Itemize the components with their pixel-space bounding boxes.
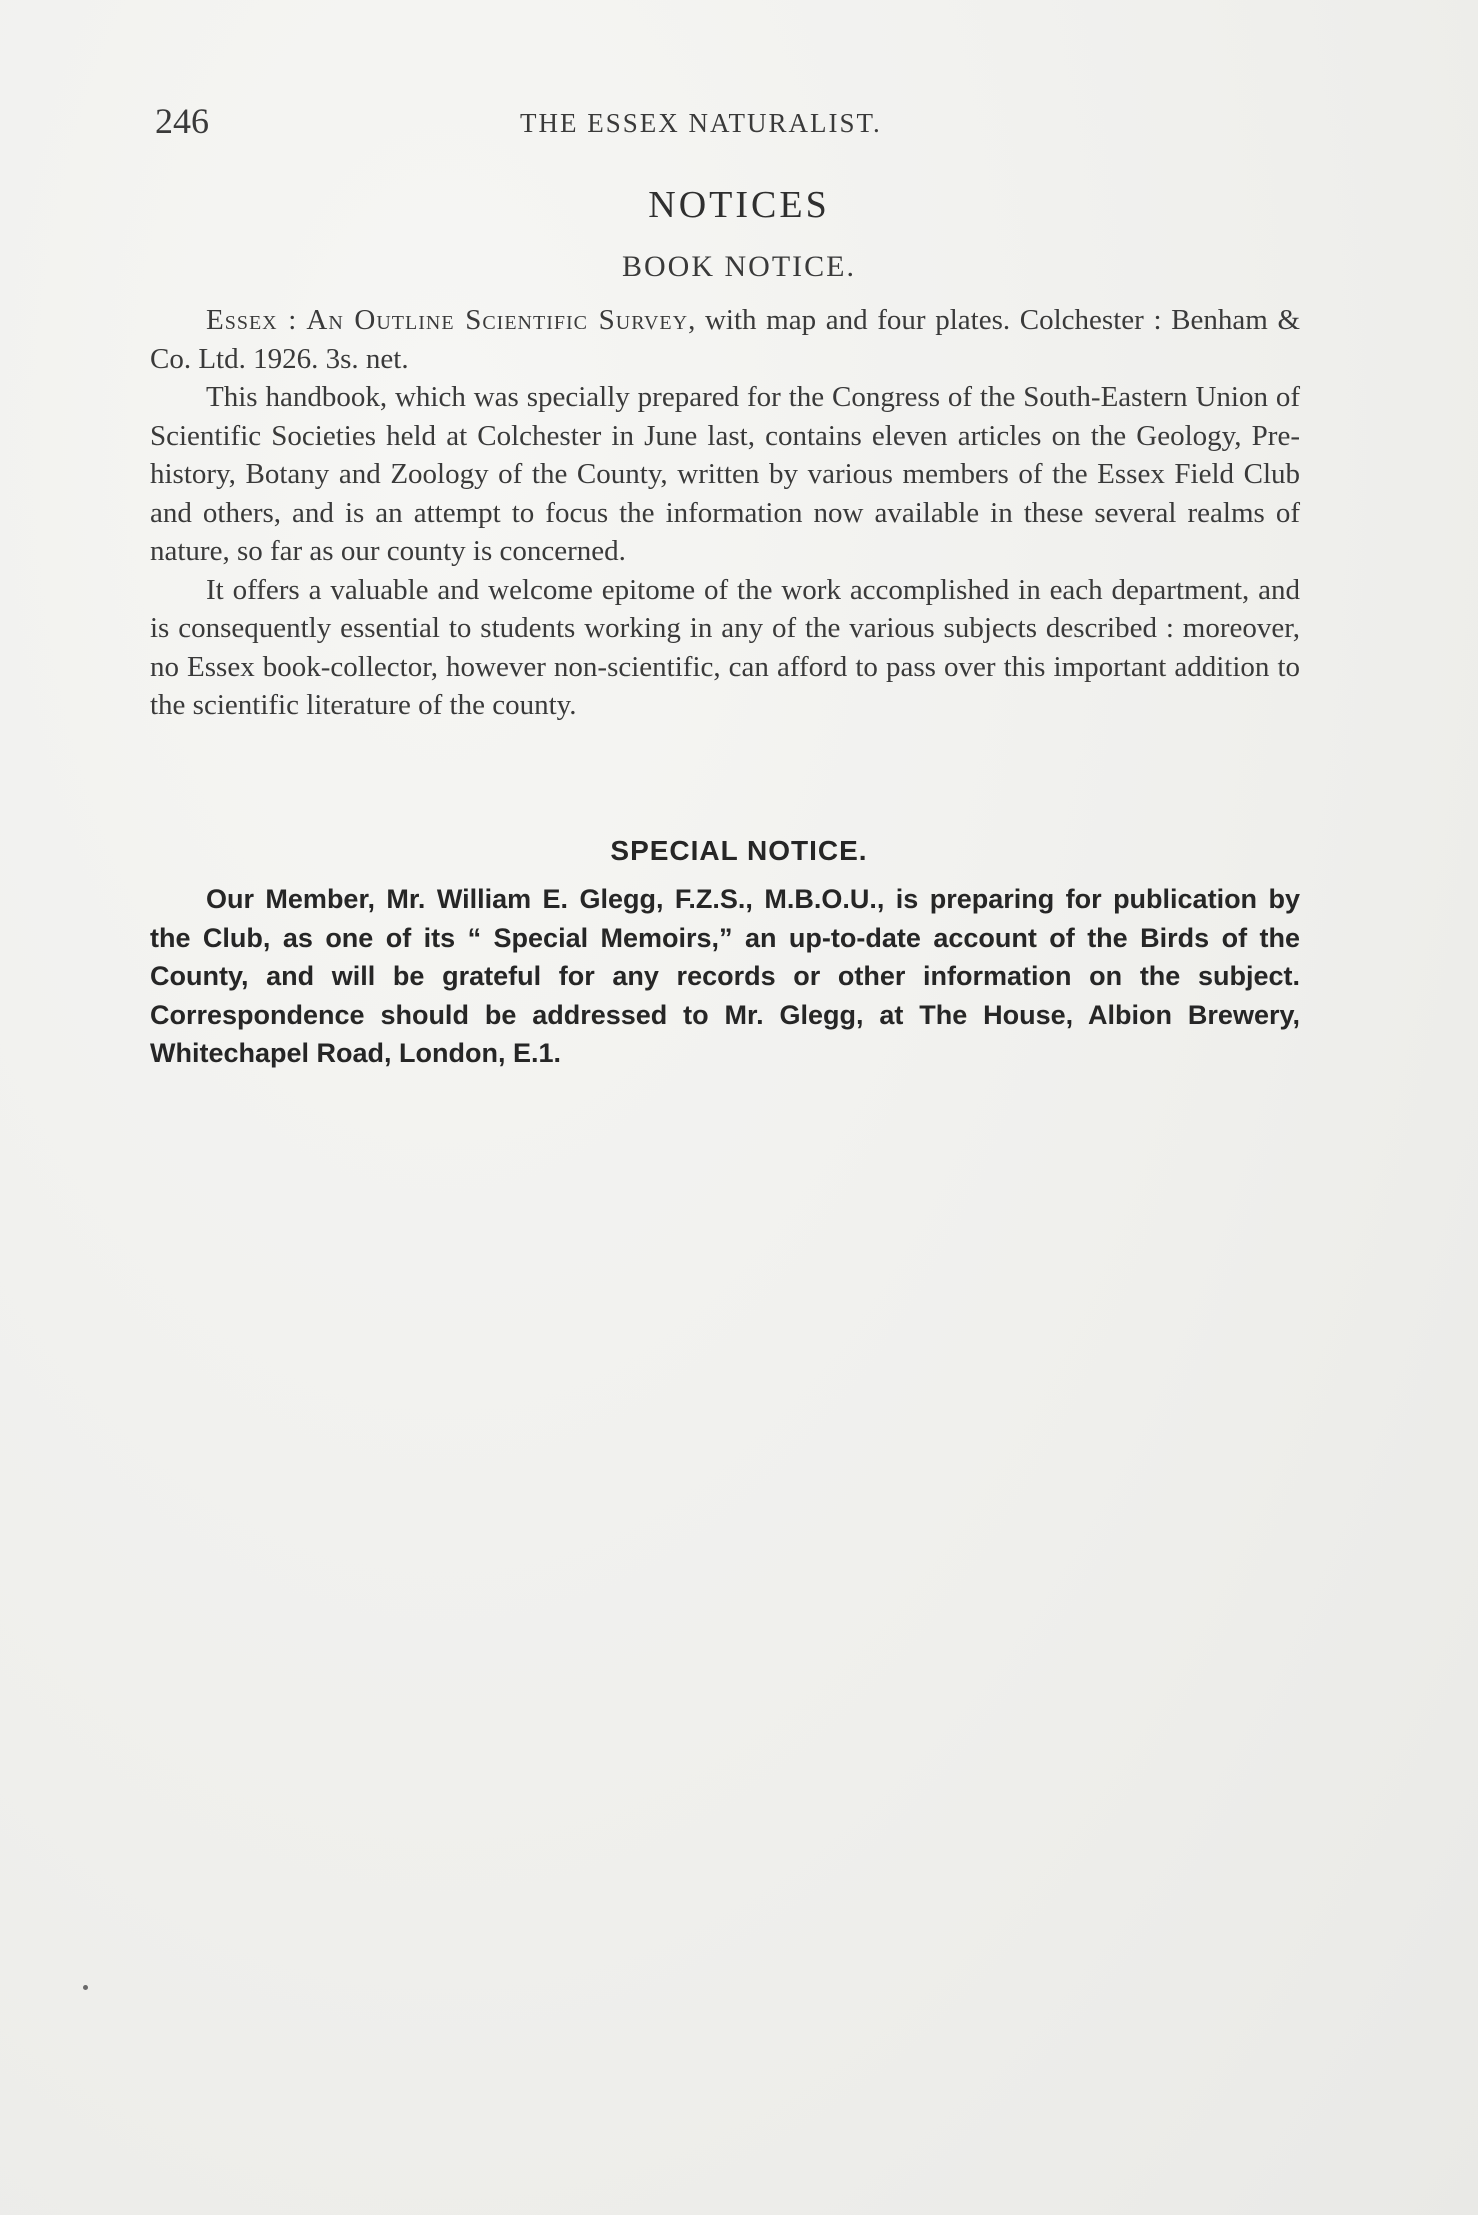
special-notice-paragraph: Our Member, Mr. William E. Glegg, F.Z.S., M.B.O.U., is preparing for publication by the Club, as one of its “ Special Memoirs,” an up-to-date account of the Birds of the County, and will be grateful for any records or other information on the subject. Correspondence should be addressed to Mr. Glegg, at The House, Albion Brewery, Whitechapel Road, London, E.1.: [150, 884, 1300, 1068]
book-citation-title: Essex : An Outline Scientific Survey: [206, 304, 689, 336]
running-title: THE ESSEX NATURALIST.: [520, 108, 882, 138]
book-notice-heading: BOOK NOTICE.: [622, 250, 856, 283]
special-notice-body: [150, 880, 1300, 1073]
book-notice-paragraph-2: It offers a valuable and welcome epitome of the work accomplished in each department, and is consequently essential to students working in any of the various subjects described : moreover, no Essex book-collector, however non-scientific, can afford to pass over this important addition to the scientific literature of the county.: [150, 573, 1300, 721]
book-citation: [150, 301, 1300, 378]
book-citation-details: , with map and four plates. Colchester : Benham & Co. Ltd. 1926. 3s. net.: [150, 304, 1300, 375]
running-head: [150, 100, 1300, 150]
page-number: 246: [155, 101, 209, 141]
book-notice-body: [150, 301, 1300, 725]
special-notice-heading: SPECIAL NOTICE.: [610, 835, 868, 866]
book-notice-paragraph-1: This handbook, which was specially prepared for the Congress of the South-Eastern Union of Scientific Societies held at Colchester in June last, contains eleven articles on the Geology, Pre-history, Botany and Zoology of the County, written by various members of the Essex Field Club and others, and is an attempt to focus the information now available in these several realms of nature, so far as our county is concerned.: [150, 381, 1300, 567]
print-speck: [83, 1985, 88, 1990]
section-title: NOTICES: [648, 184, 830, 226]
